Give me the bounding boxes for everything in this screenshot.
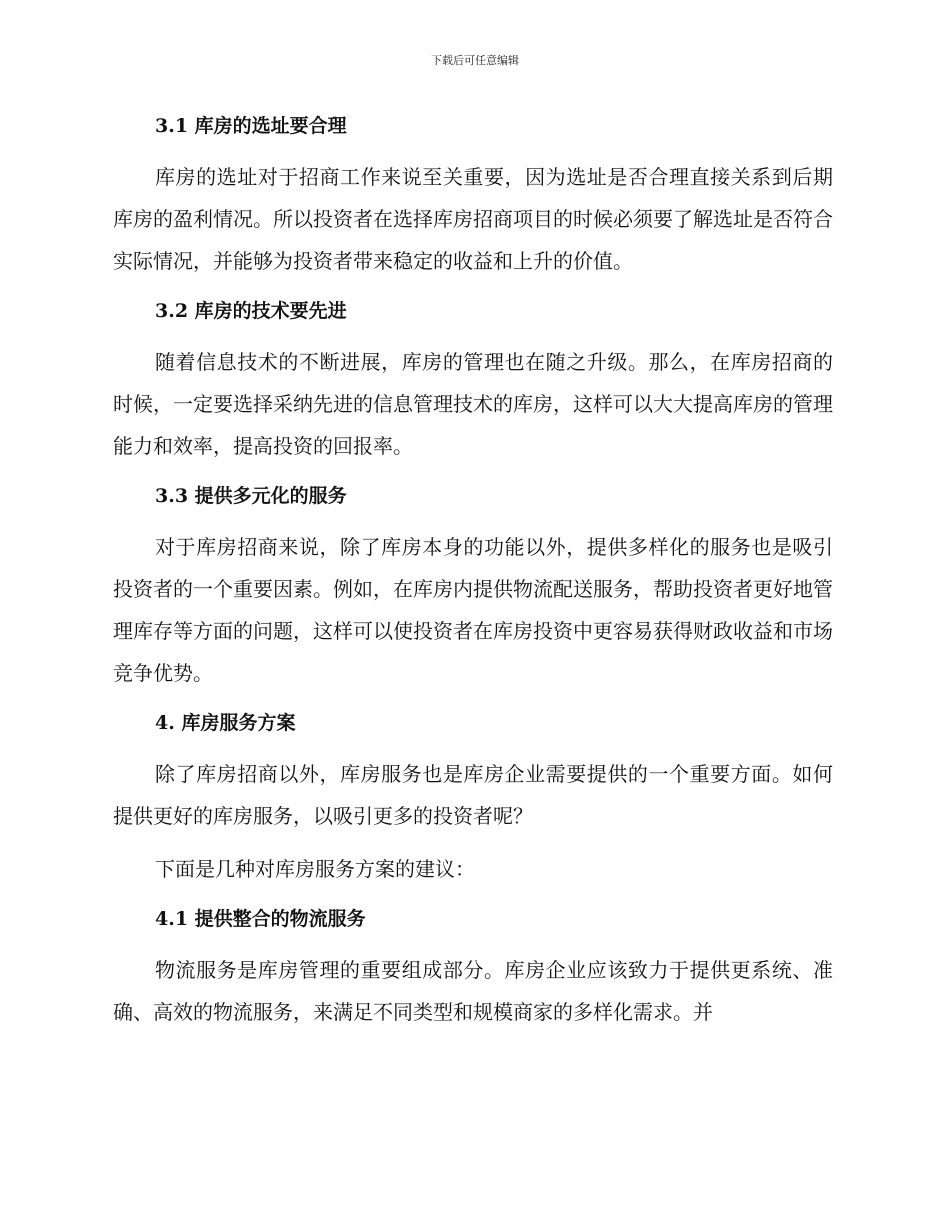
header-note: 下载后可任意编辑	[431, 54, 519, 67]
paragraph-3-2: 随着信息技术的不断进展，库房的管理也在随之升级。那么，在库房招商的时候，一定要选择采纳先进的信息管理技术的库房，这样可以大大提高库房的管理能力和效率，提高投资的回报率。	[113, 350, 833, 458]
section-heading-4: 4. 库房服务方案	[155, 712, 296, 734]
paragraph-4-intro: 除了库房招商以外，库房服务也是库房企业需要提供的一个重要方面。如何提供更好的库房服务，以吸引更多的投资者呢？	[113, 762, 833, 828]
section-heading-3-1: 3.1 库房的选址要合理	[155, 115, 347, 137]
paragraph-4-suggestions: 下面是几种对库房服务方案的建议：	[155, 857, 475, 881]
section-heading-4-1: 4.1 提供整合的物流服务	[155, 908, 366, 930]
paragraph-3-1: 库房的选址对于招商工作来说至关重要，因为选址是否合理直接关系到后期库房的盈利情况。所以投资者在选择库房招商项目的时候必须要了解选址是否符合实际情况，并能够为投资者带来稳定的收益和上升的价值。	[113, 165, 833, 273]
paragraph-4-1: 物流服务是库房管理的重要组成部分。库房企业应该致力于提供更系统、准确、高效的物流服务，来满足不同类型和规模商家的多样化需求。并	[113, 958, 833, 1024]
paragraph-3-3: 对于库房招商来说，除了库房本身的功能以外，提供多样化的服务也是吸引投资者的一个重要因素。例如，在库房内提供物流配送服务，帮助投资者更好地管理库存等方面的问题，这样可以使投资者在库房投资中更容易获得财政收益和市场竞争优势。	[113, 535, 833, 685]
section-heading-3-2: 3.2 库房的技术要先进	[155, 300, 347, 322]
section-heading-3-3: 3.3 提供多元化的服务	[155, 485, 347, 507]
document-body	[113, 108, 833, 1044]
